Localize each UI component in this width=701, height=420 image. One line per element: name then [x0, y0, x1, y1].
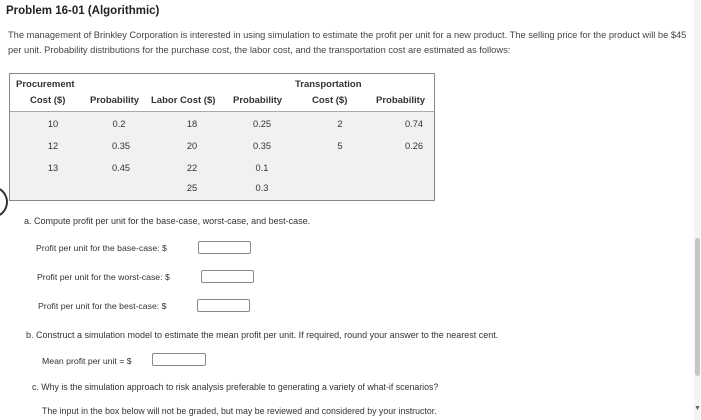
table-body	[10, 112, 434, 200]
problem-title: Problem 16-01 (Algorithmic)	[6, 5, 160, 17]
header-procurement-cost: Cost ($)	[30, 95, 66, 106]
header-probability-2: Probability	[233, 95, 283, 106]
transport-prob-1: 0.74	[404, 119, 424, 129]
labor-cost-1: 18	[186, 119, 198, 129]
procurement-cost-2: 12	[47, 141, 59, 151]
scroll-down-arrow-icon[interactable]: ▼	[694, 405, 701, 412]
part-a-question: a. Compute profit per unit for the base-case, worst-case, and best-case.	[24, 216, 311, 226]
header-procurement: Procurement	[16, 79, 75, 90]
labor-cost-3: 22	[186, 163, 198, 173]
part-c-note: The input in the box below will not be graded, but may be reviewed and considered by your instructor.	[42, 406, 437, 416]
base-case-label: Profit per unit for the base-case: $	[36, 243, 167, 253]
header-labor-cost: Labor Cost ($)	[151, 95, 216, 106]
mean-profit-label: Mean profit per unit = $	[42, 356, 132, 366]
problem-intro: The management of Brinkley Corporation is interested in using simulation to estimate the profit per unit for a new product. The selling price for the product will be $45 per unit. Probability distributions for the purchase cost, the labor cost, and the transportation cost are estimated as follows:	[8, 30, 687, 55]
procurement-cost-1: 10	[47, 119, 59, 129]
procurement-prob-3: 0.45	[111, 163, 131, 173]
vertical-scrollbar[interactable]	[694, 0, 700, 420]
left-bracket-decoration	[0, 186, 8, 218]
table-header	[10, 74, 434, 112]
transport-cost-2: 5	[337, 141, 343, 151]
part-c-question: c. Why is the simulation approach to risk analysis preferable to generating a variety of what-if scenarios?	[32, 382, 439, 392]
header-probability-3: Probability	[376, 95, 426, 106]
distribution-table	[9, 73, 435, 201]
best-case-input[interactable]	[197, 299, 250, 312]
worst-case-input[interactable]	[201, 270, 254, 283]
procurement-prob-2: 0.35	[111, 141, 131, 151]
transport-cost-1: 2	[337, 119, 343, 129]
labor-cost-4: 25	[186, 183, 198, 193]
labor-prob-2: 0.35	[252, 141, 272, 151]
labor-prob-3: 0.1	[255, 163, 269, 173]
header-transportation: Transportation	[295, 79, 362, 90]
part-b-question: b. Construct a simulation model to estimate the mean profit per unit. If required, round your answer to the nearest cent.	[26, 330, 499, 340]
labor-cost-2: 20	[186, 141, 198, 151]
procurement-cost-3: 13	[47, 163, 59, 173]
header-probability-1: Probability	[90, 95, 140, 106]
base-case-input[interactable]	[198, 241, 251, 254]
transport-prob-2: 0.26	[404, 141, 424, 151]
procurement-prob-1: 0.2	[112, 119, 126, 129]
labor-prob-4: 0.3	[255, 183, 269, 193]
labor-prob-1: 0.25	[252, 119, 272, 129]
mean-profit-input[interactable]	[152, 353, 206, 366]
best-case-label: Profit per unit for the best-case: $	[38, 301, 167, 311]
worst-case-label: Profit per unit for the worst-case: $	[37, 272, 170, 282]
header-transportation-cost: Cost ($)	[312, 95, 348, 106]
scrollbar-thumb[interactable]	[695, 238, 700, 376]
